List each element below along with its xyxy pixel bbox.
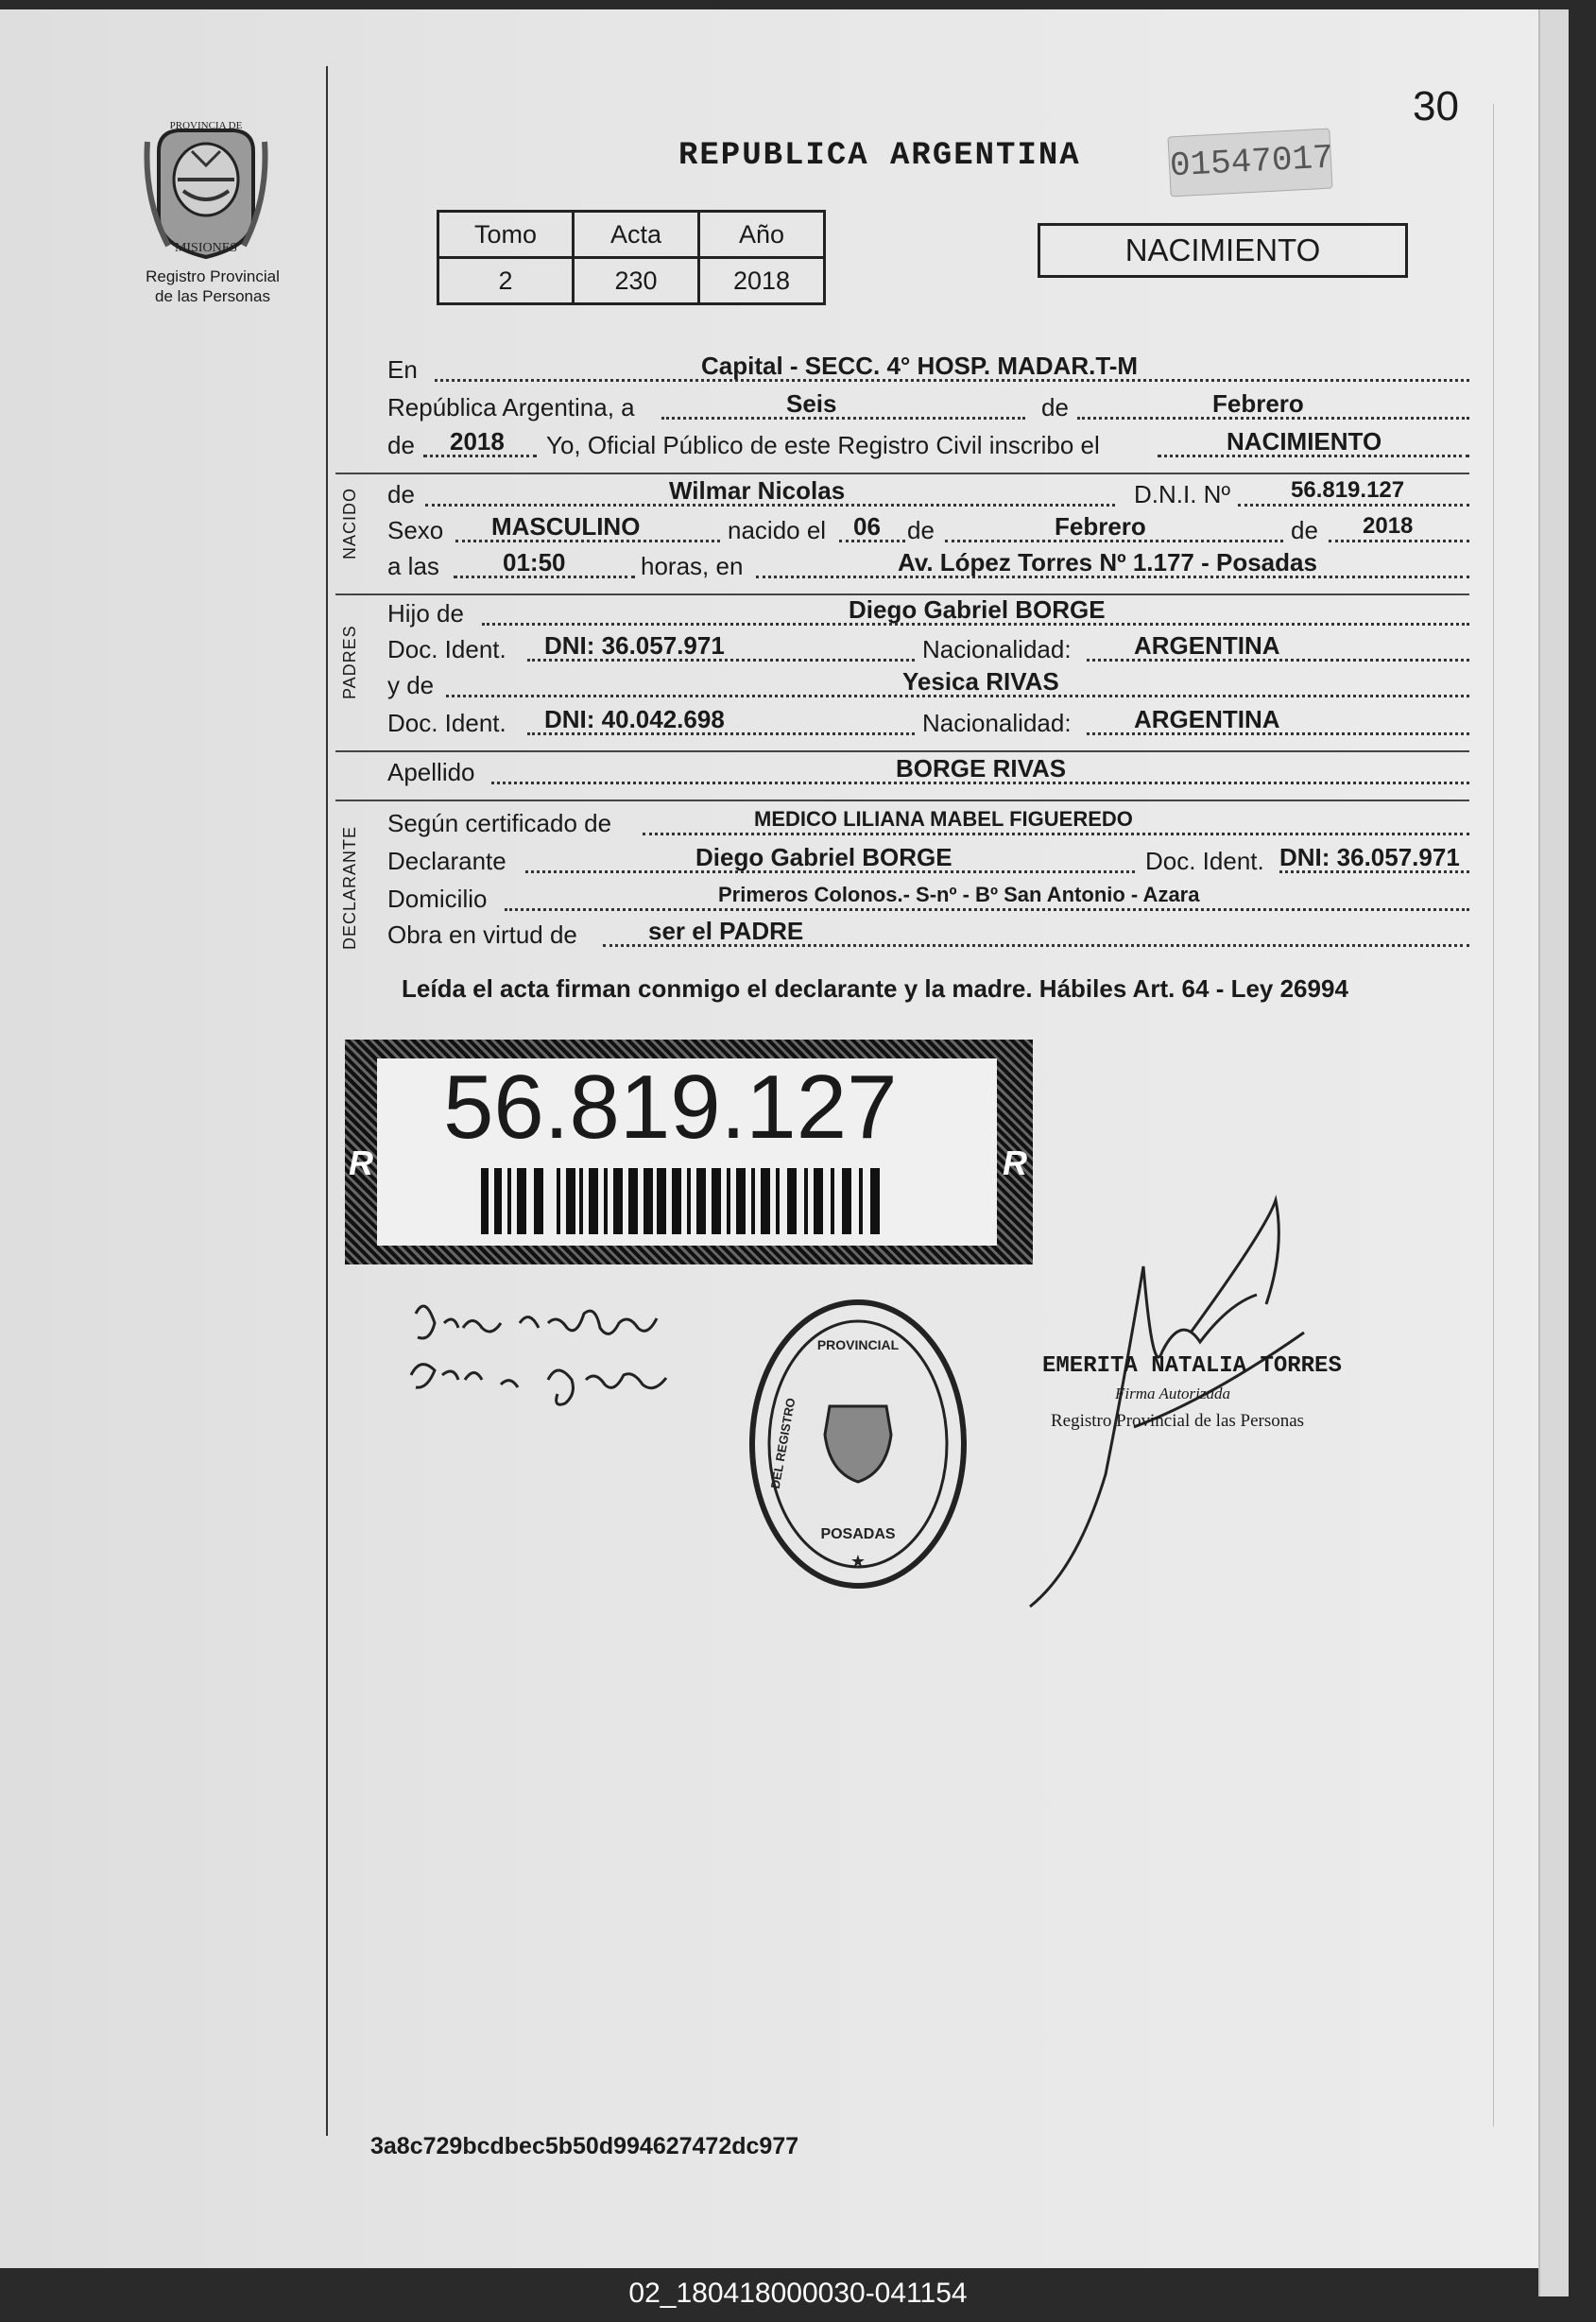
barcode bbox=[481, 1168, 887, 1234]
label-declarante: Declarante bbox=[387, 847, 506, 875]
official-signature bbox=[1021, 1191, 1332, 1625]
official-name: EMERITA NATALIA TORRES bbox=[1042, 1353, 1342, 1379]
registry-table bbox=[437, 210, 826, 305]
label-a-las: a las bbox=[387, 552, 439, 580]
value-certificado: MEDICO LILIANA MABEL FIGUEREDO bbox=[754, 807, 1133, 831]
provincial-coat-of-arms-logo bbox=[140, 113, 272, 265]
document-title: REPUBLICA ARGENTINA bbox=[678, 138, 1081, 174]
label-en: En bbox=[387, 355, 418, 384]
file-id: 02_180418000030-041154 bbox=[628, 2278, 968, 2309]
label-doc-ident: Doc. Ident. bbox=[1145, 847, 1264, 875]
logo-caption-line-2: de las Personas bbox=[155, 287, 270, 305]
label-nacionalidad: Nacionalidad: bbox=[922, 635, 1072, 663]
label-y-de: y de bbox=[387, 671, 435, 699]
row-padre bbox=[387, 595, 1469, 631]
row-inscribo bbox=[387, 427, 1469, 463]
row-fecha bbox=[387, 389, 1469, 425]
row-madre-doc bbox=[387, 705, 1469, 741]
page-edge bbox=[1538, 9, 1569, 2296]
label-de: de bbox=[907, 516, 935, 544]
registry-value-anio: 2018 bbox=[699, 258, 825, 304]
official-role: Firma Autorizada bbox=[1115, 1385, 1231, 1402]
svg-text:★: ★ bbox=[849, 1552, 867, 1571]
row-madre bbox=[387, 667, 1469, 703]
registry-header-acta: Acta bbox=[574, 212, 699, 258]
registry-oval-stamp bbox=[745, 1293, 971, 1595]
value-hora: 01:50 bbox=[503, 548, 566, 576]
row-hora bbox=[387, 548, 1469, 584]
registry-value-tomo: 2 bbox=[438, 258, 574, 304]
label-doc-ident: Doc. Ident. bbox=[387, 709, 506, 737]
row-certificado bbox=[387, 805, 1469, 841]
svg-text:DEL REGISTRO: DEL REGISTRO bbox=[767, 1397, 798, 1490]
dni-sticker-number: 56.819.127 bbox=[443, 1057, 898, 1158]
value-dia: Seis bbox=[786, 389, 837, 418]
row-sexo bbox=[387, 512, 1469, 548]
section-label-padres: PADRES bbox=[340, 625, 359, 699]
label-dni: D.N.I. Nº bbox=[1134, 480, 1230, 508]
serial-number-stamp: 01547017 bbox=[1167, 129, 1332, 198]
official-office: Registro Provincial de las Personas bbox=[1051, 1411, 1305, 1431]
value-sexo: MASCULINO bbox=[491, 512, 641, 541]
row-obra bbox=[387, 917, 1469, 953]
value-obra: ser el PADRE bbox=[648, 917, 804, 945]
registry-header-anio: Año bbox=[699, 212, 825, 258]
row-domicilio bbox=[387, 881, 1469, 917]
value-apellido: BORGE RIVAS bbox=[896, 754, 1067, 783]
section-label-nacido: NACIDO bbox=[340, 487, 359, 559]
row-en bbox=[387, 352, 1469, 387]
logo-caption-line-1: Registro Provincial bbox=[146, 267, 280, 285]
label-de: de bbox=[387, 431, 415, 459]
value-madre-nacionalidad: ARGENTINA bbox=[1134, 705, 1280, 733]
value-inscribo: NACIMIENTO bbox=[1227, 427, 1382, 456]
registry-value-acta: 230 bbox=[574, 258, 699, 304]
value-padre-nacionalidad: ARGENTINA bbox=[1134, 631, 1280, 660]
value-nac-anio: 2018 bbox=[1363, 513, 1414, 539]
label-obra-en-virtud: Obra en virtud de bbox=[387, 920, 577, 949]
value-lugar-registro: Capital - SECC. 4° HOSP. MADAR.T-M bbox=[701, 352, 1139, 380]
document-hash: 3a8c729bcdbec5b50d994627472dc977 bbox=[370, 2133, 799, 2159]
value-padre-doc: DNI: 36.057.971 bbox=[544, 631, 725, 660]
label-de: de bbox=[387, 480, 415, 508]
svg-text:POSADAS: POSADAS bbox=[820, 1526, 896, 1542]
dotted-line bbox=[1279, 870, 1469, 873]
row-apellido bbox=[387, 754, 1469, 790]
label-horas-en: horas, en bbox=[641, 552, 744, 580]
value-mes: Febrero bbox=[1212, 389, 1304, 418]
label-yo-oficial: Yo, Oficial Público de este Registro Civil inscribo el bbox=[546, 431, 1100, 459]
label-nacionalidad: Nacionalidad: bbox=[922, 709, 1072, 737]
handwritten-signatures bbox=[406, 1285, 747, 1436]
label-doc-ident: Doc. Ident. bbox=[387, 635, 506, 663]
sticker-mark-left: R bbox=[349, 1144, 373, 1182]
svg-text:MISIONES: MISIONES bbox=[174, 241, 238, 255]
left-margin-line bbox=[326, 66, 328, 2136]
dni-sticker bbox=[345, 1040, 1033, 1264]
page-number: 30 bbox=[1413, 83, 1459, 129]
label-apellido: Apellido bbox=[387, 758, 475, 786]
sticker-mark-right: R bbox=[1003, 1144, 1027, 1182]
label-sexo: Sexo bbox=[387, 516, 444, 544]
label-de: de bbox=[1041, 393, 1069, 421]
value-lugar-nacimiento: Av. López Torres Nº 1.177 - Posadas bbox=[898, 548, 1317, 576]
value-madre: Yesica RIVAS bbox=[902, 667, 1059, 696]
row-nombre bbox=[387, 476, 1469, 512]
svg-text:PROVINCIA DE: PROVINCIA DE bbox=[169, 120, 243, 131]
right-margin-line bbox=[1493, 104, 1494, 2126]
row-declarante bbox=[387, 843, 1469, 879]
label-nacido: nacido el bbox=[728, 516, 827, 544]
logo-caption bbox=[123, 267, 302, 306]
label-de: de bbox=[1291, 516, 1318, 544]
value-domicilio: Primeros Colonos.- S-nº - Bº San Antonio - Azara bbox=[718, 883, 1200, 906]
value-anio: 2018 bbox=[450, 427, 505, 456]
label-segun-certificado: Según certificado de bbox=[387, 809, 612, 837]
value-nac-mes: Febrero bbox=[1055, 512, 1146, 541]
label-republica: República Argentina, a bbox=[387, 393, 635, 421]
value-nombre: Wilmar Nicolas bbox=[669, 476, 846, 505]
label-domicilio: Domicilio bbox=[387, 885, 488, 913]
row-padre-doc bbox=[387, 631, 1469, 667]
value-madre-doc: DNI: 40.042.698 bbox=[544, 705, 725, 733]
value-nac-dia: 06 bbox=[853, 512, 881, 541]
value-padre: Diego Gabriel BORGE bbox=[849, 595, 1106, 624]
label-hijo-de: Hijo de bbox=[387, 599, 464, 628]
value-declarante: Diego Gabriel BORGE bbox=[695, 843, 952, 871]
registry-header-tomo: Tomo bbox=[438, 212, 574, 258]
section-label-declarante: DECLARANTE bbox=[340, 825, 359, 950]
svg-text:PROVINCIAL: PROVINCIAL bbox=[816, 1337, 900, 1352]
act-type-box: NACIMIENTO bbox=[1038, 223, 1408, 278]
dni-sticker-inner bbox=[377, 1058, 997, 1246]
dotted-line bbox=[661, 417, 1025, 420]
value-dni: 56.819.127 bbox=[1291, 477, 1405, 503]
document-page bbox=[0, 9, 1569, 2268]
closing-text: Leída el acta firman conmigo el declarante y la madre. Hábiles Art. 64 - Ley 26994 bbox=[402, 974, 1348, 1003]
value-declarante-doc: DNI: 36.057.971 bbox=[1279, 843, 1460, 871]
